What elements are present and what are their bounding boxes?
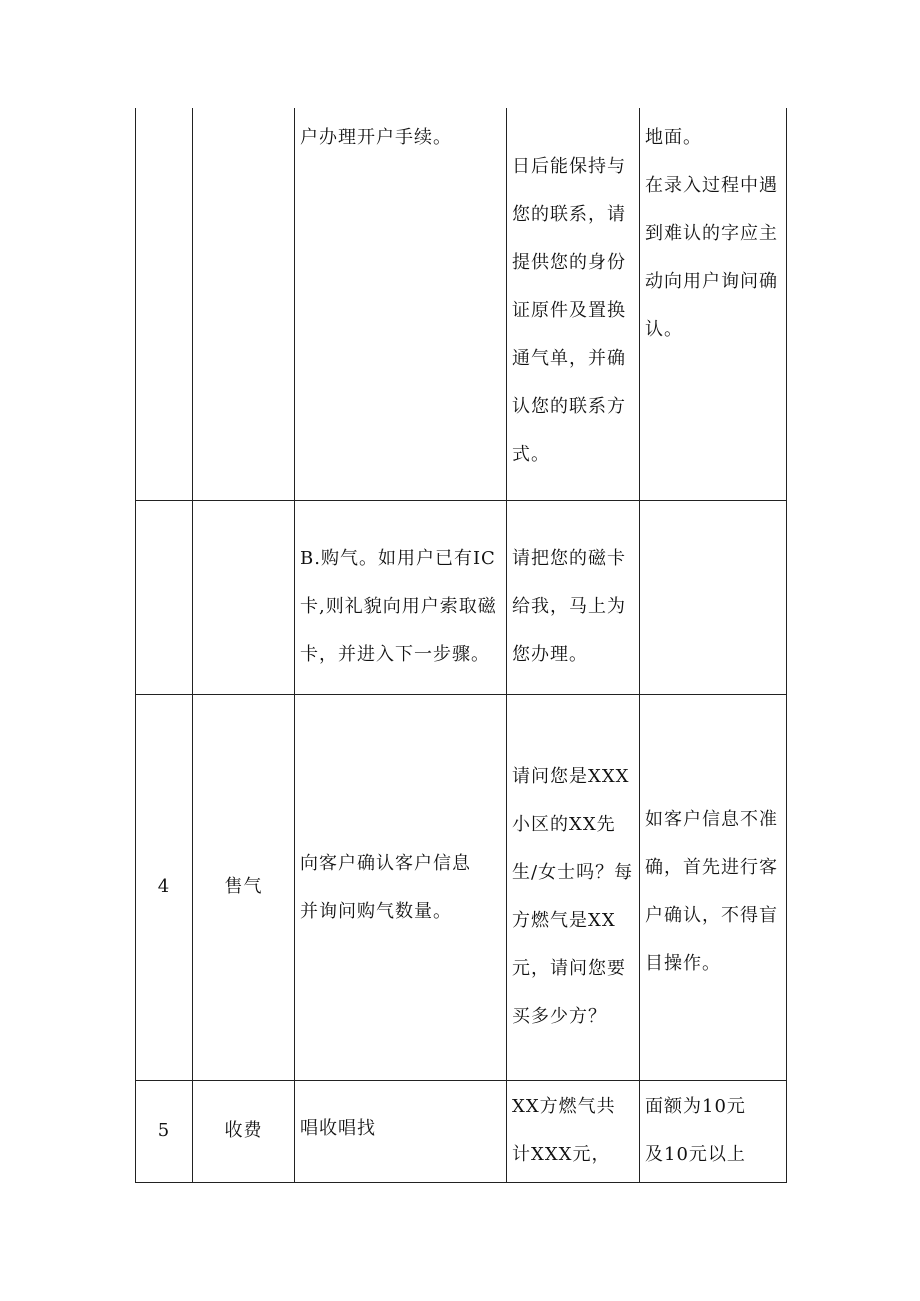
step-number-cell — [136, 108, 193, 500]
procedure-table — [135, 108, 787, 1183]
table-row — [136, 694, 787, 1080]
step-name: 收费 — [224, 1120, 263, 1141]
step-name-cell — [193, 1080, 295, 1182]
step-number-cell — [136, 694, 193, 1080]
notes-cell: 面额为10元 及10元以上 — [640, 1080, 787, 1182]
procedure-description-cell: 向客户确认客户信息 并询问购气数量。 — [295, 694, 507, 1080]
notes-cell: 如客户信息不准 确，首先进行客 户确认，不得盲 目操作。 — [640, 694, 787, 1080]
step-name-cell — [193, 108, 295, 500]
table-row — [136, 500, 787, 694]
step-number: 5 — [157, 1120, 171, 1141]
step-name: 售气 — [224, 876, 263, 897]
notes-cell — [640, 500, 787, 694]
procedure-description-cell: 唱收唱找 — [295, 1080, 507, 1182]
step-number: 4 — [157, 876, 171, 897]
notes-cell: 地面。 在录入过程中遇 到难认的字应主 动向用户询问确 认。 — [640, 108, 787, 500]
service-script-cell: 请把您的磁卡 给我，马上为 您办理。 — [507, 500, 640, 694]
service-script-cell: XX方燃气共 计XXX元， — [507, 1080, 640, 1182]
service-script-cell: 日后能保持与 您的联系，请 提供您的身份 证原件及置换 通气单，并确 认您的联系方 式。 — [507, 108, 640, 500]
table-row — [136, 1080, 787, 1182]
step-name-cell — [193, 500, 295, 694]
procedure-description-cell: 户办理开户手续。 — [295, 108, 507, 500]
table-row — [136, 108, 787, 500]
step-number-cell — [136, 1080, 193, 1182]
step-name-cell — [193, 694, 295, 1080]
service-script-cell: 请问您是XXX 小区的XX先 生/女士吗？每 方燃气是XX 元，请问您要 买多少方？ — [507, 694, 640, 1080]
step-number-cell — [136, 500, 193, 694]
procedure-description-cell: B.购气。如用户已有IC 卡,则礼貌向用户索取磁 卡，并进入下一步骤。 — [295, 500, 507, 694]
